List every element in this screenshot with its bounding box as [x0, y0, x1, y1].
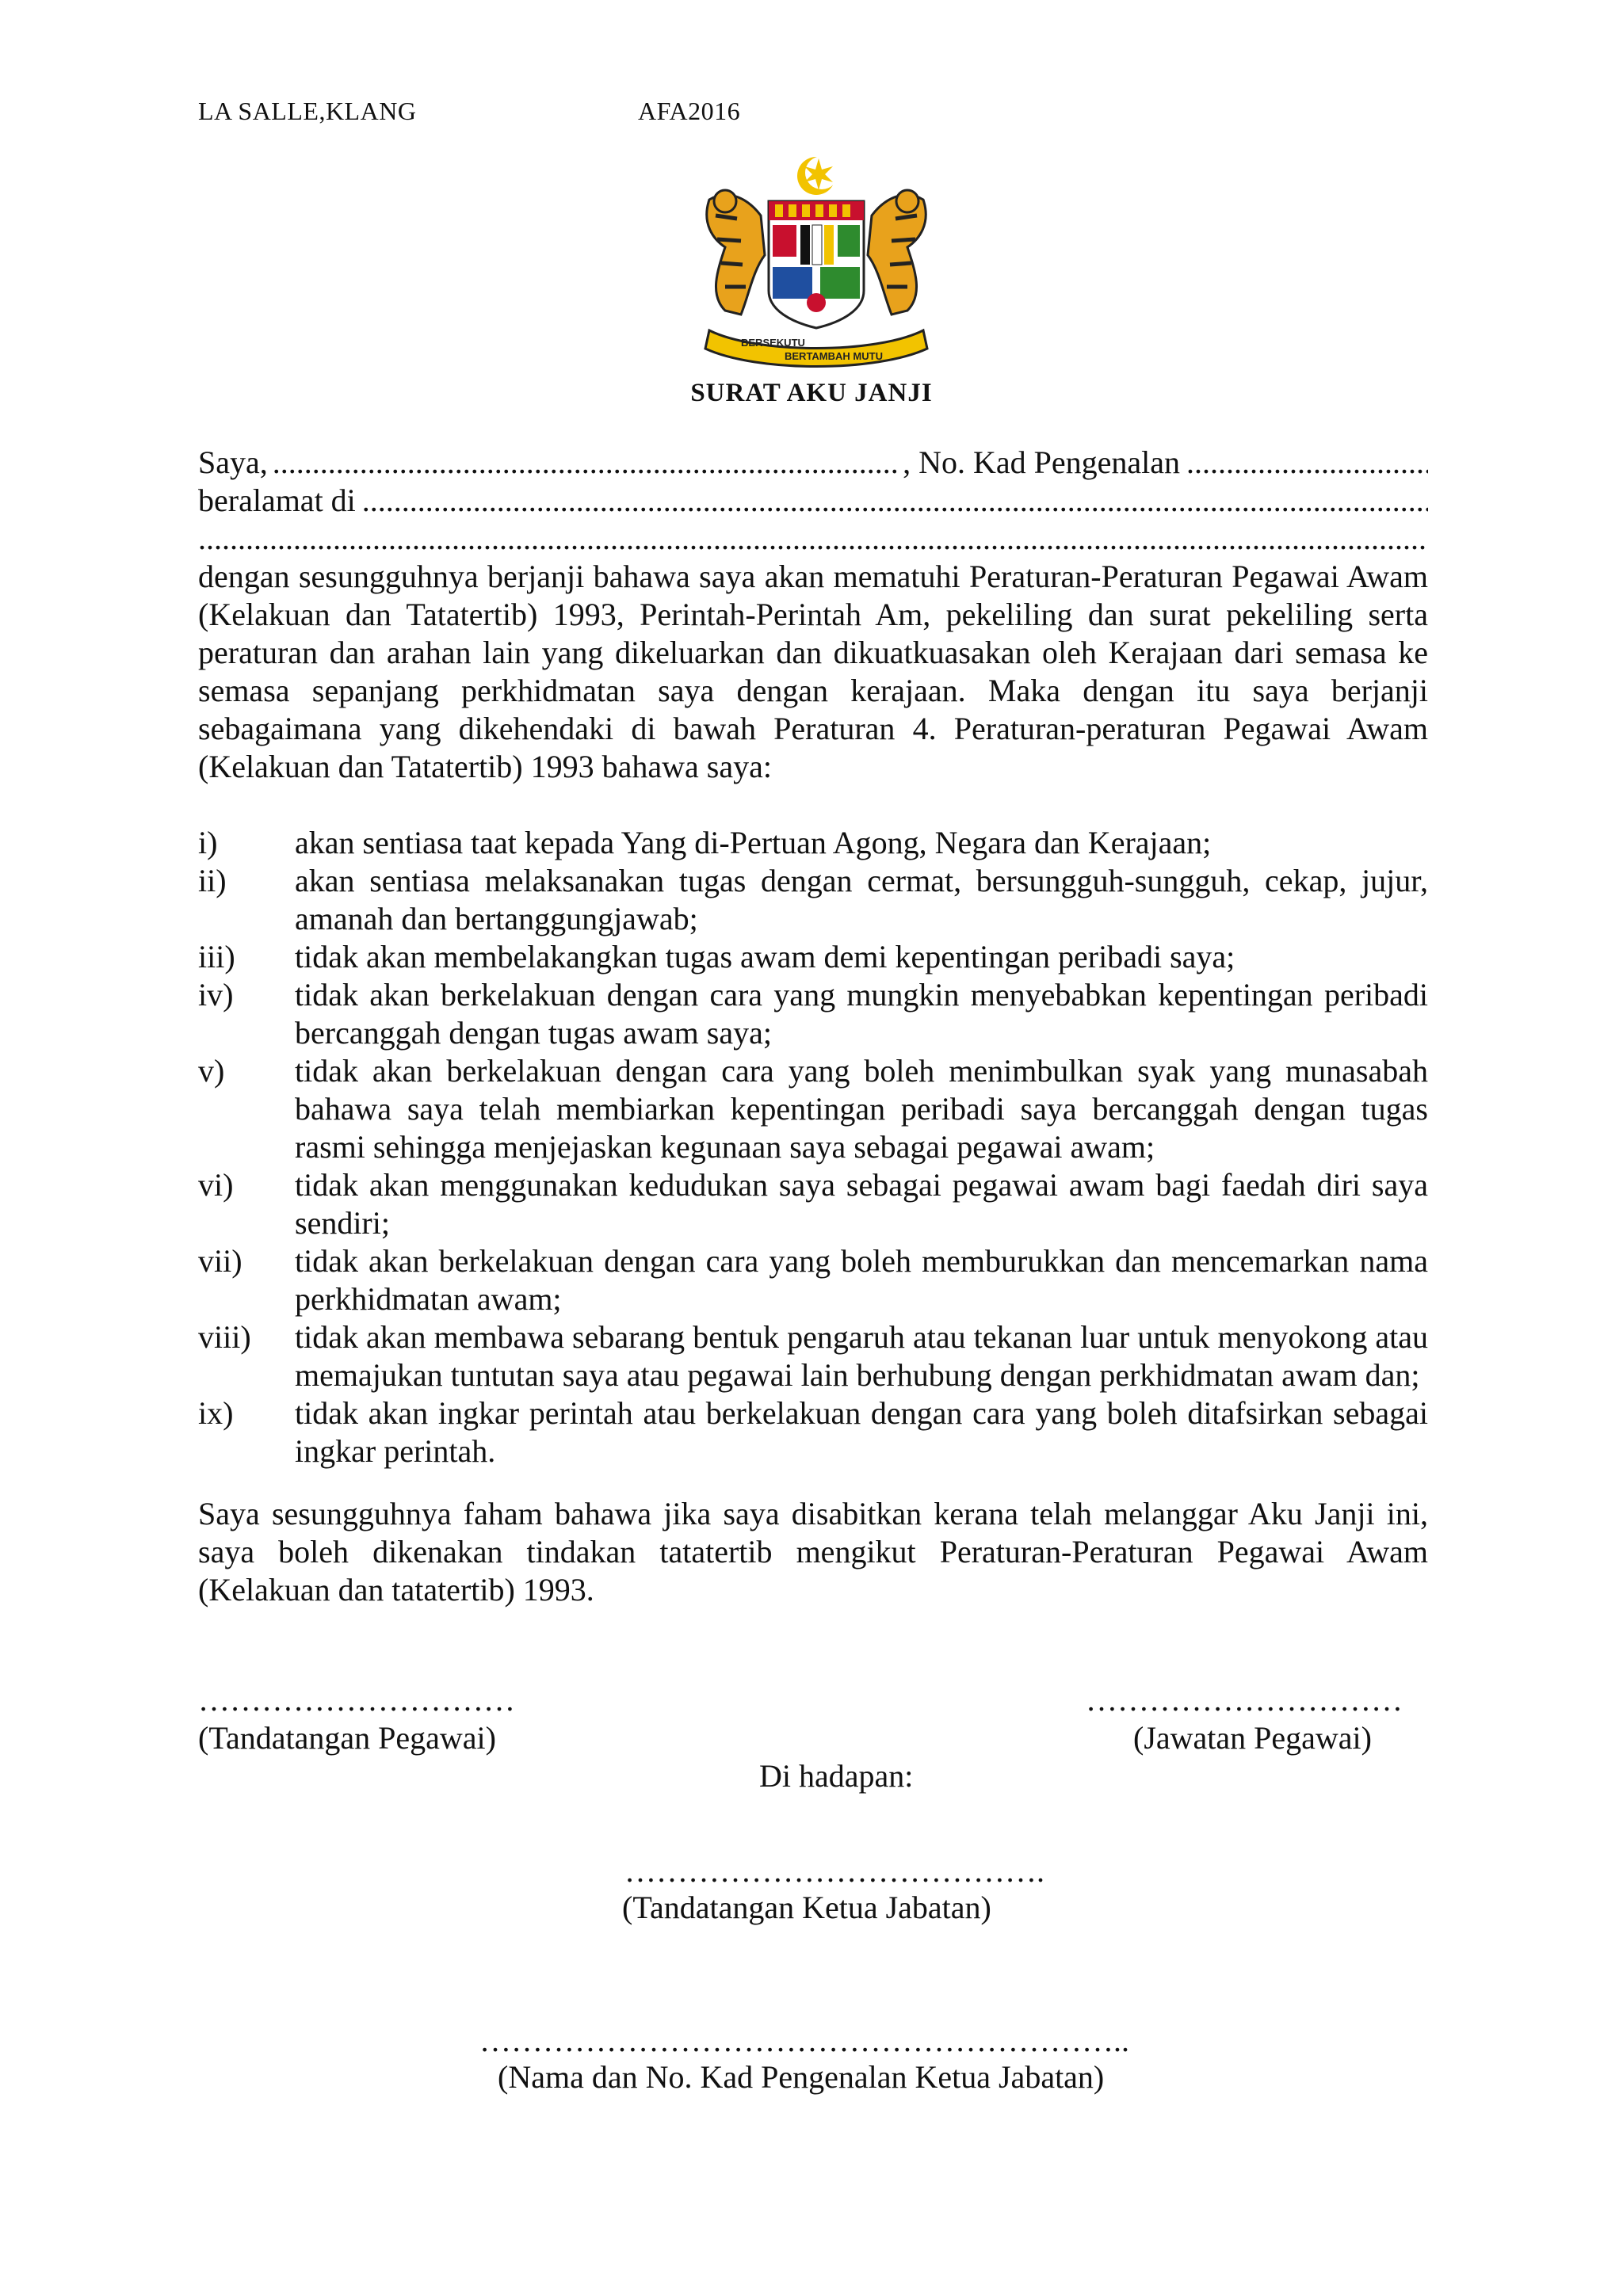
item-number: ii): [198, 863, 227, 898]
item-number: iv): [198, 977, 234, 1013]
address-field-2[interactable]: [198, 520, 1428, 558]
item-number: iii): [198, 939, 235, 974]
crest-motto-top: BERSEKUTU: [741, 337, 805, 349]
jawatan-label: (Jawatan Pegawai): [1133, 1720, 1372, 1756]
item-number: vi): [198, 1167, 234, 1203]
ketua-name-line[interactable]: ……………………………………………………..: [479, 2023, 1129, 2058]
ic-field[interactable]: [1186, 444, 1428, 482]
di-hadapan-label: Di hadapan:: [759, 1758, 914, 1794]
ic-label: , No. Kad Pengenalan: [903, 444, 1180, 480]
list-item: [198, 1242, 1428, 1318]
pegawai-signature-label: (Tandatangan Pegawai): [198, 1720, 496, 1756]
item-text: tidak akan berkelakuan dengan cara yang mungkin menyebabkan kepentingan peribadi bercanggah dengan tugas awam saya;: [295, 977, 1428, 1051]
item-number: vii): [198, 1243, 242, 1279]
list-item: [198, 824, 1428, 862]
ketua-signature-line[interactable]: ………………………………….: [624, 1853, 1044, 1889]
malaysia-coat-of-arms-icon: [693, 152, 939, 378]
header-school: LA SALLE,KLANG: [198, 97, 417, 125]
document-title: SURAT AKU JANJI: [690, 379, 933, 407]
item-number: viii): [198, 1319, 251, 1355]
declaration-block: [198, 444, 1428, 786]
header-code: AFA2016: [638, 97, 741, 125]
right-tiger-icon: [868, 190, 926, 315]
list-item: [198, 1052, 1428, 1166]
closing-paragraph: Saya sesungguhnya faham bahawa jika saya disabitkan kerana telah melanggar Aku Janji ini, saya boleh dikenakan tindakan tatatertib mengikut Peraturan-Peraturan Pegawai Awam (Kelakuan dan tatatertib) 1993.: [198, 1496, 1428, 1608]
jawatan-line[interactable]: …………………………: [1086, 1682, 1403, 1718]
item-number: i): [198, 825, 218, 860]
item-text: tidak akan berkelakuan dengan cara yang boleh menimbulkan syak yang munasabah bahawa saya telah membiarkan kepentingan peribadi saya bercanggah dengan tugas rasmi sehingga menjejaskan kegunaan saya sebagai pegawai awam;: [295, 1053, 1428, 1165]
address-field[interactable]: [362, 482, 1428, 520]
list-item: [198, 1318, 1428, 1394]
declaration-paragraph: dengan sesungguhnya berjanji bahawa saya akan mematuhi Peraturan-Peraturan Pegawai Awam (Kelakuan dan Tatatertib) 1993, Perintah-Perintah Am, pekeliling dan surat pekeliling serta peraturan dan arahan lain yang dikeluarkan dan dikuatkuasakan oleh Kerajaan dari semasa ke semasa sepanjang perkhidmatan saya dengan kerajaan. Maka dengan itu saya berjanji sebagaimana yang dikehendaki di bawah Peraturan 4. Peraturan-peraturan Pegawai Awam (Kelakuan dan Tatatertib) 1993 bahawa saya:: [198, 559, 1428, 784]
pledge-list: [198, 824, 1428, 1470]
shield-icon: [769, 201, 864, 328]
ketua-name-label: (Nama dan No. Kad Pengenalan Ketua Jabatan): [498, 2059, 1105, 2095]
item-number: ix): [198, 1395, 234, 1431]
saya-label: Saya,: [198, 444, 268, 480]
list-item: [198, 1394, 1428, 1470]
list-item: [198, 976, 1428, 1052]
address-line: [198, 482, 1428, 520]
name-ic-line: [198, 444, 1428, 482]
item-text: akan sentiasa taat kepada Yang di-Pertuan Agong, Negara dan Kerajaan;: [295, 825, 1212, 860]
address-line-2: [198, 520, 1428, 558]
crest-motto-bottom: BERTAMBAH MUTU: [785, 350, 883, 362]
item-text: tidak akan ingkar perintah atau berkelakuan dengan cara yang boleh ditafsirkan sebagai ingkar perintah.: [295, 1395, 1428, 1469]
item-text: tidak akan berkelakuan dengan cara yang boleh memburukkan dan mencemarkan nama perkhidmatan awam;: [295, 1243, 1428, 1317]
list-item: [198, 862, 1428, 938]
list-item: [198, 938, 1428, 976]
list-item: [198, 1166, 1428, 1242]
item-text: tidak akan membawa sebarang bentuk pengaruh atau tekanan luar untuk menyokong atau memajukan tuntutan saya atau pegawai lain berhubung dengan perkhidmatan awam dan;: [295, 1319, 1428, 1393]
item-number: v): [198, 1053, 225, 1089]
name-field[interactable]: [273, 444, 898, 482]
item-text: tidak akan membelakangkan tugas awam demi kepentingan peribadi saya;: [295, 939, 1235, 974]
pegawai-signature-line[interactable]: …………………………: [198, 1682, 515, 1718]
left-tiger-icon: [707, 190, 765, 315]
ketua-signature-label: (Tandatangan Ketua Jabatan): [622, 1890, 991, 1925]
alamat-label: beralamat di: [198, 482, 356, 518]
item-text: tidak akan menggunakan kedudukan saya sebagai pegawai awam bagi faedah diri saya sendiri;: [295, 1167, 1428, 1241]
item-text: akan sentiasa melaksanakan tugas dengan cermat, bersungguh-sungguh, cekap, jujur, amanah dan bertanggungjawab;: [295, 863, 1428, 936]
